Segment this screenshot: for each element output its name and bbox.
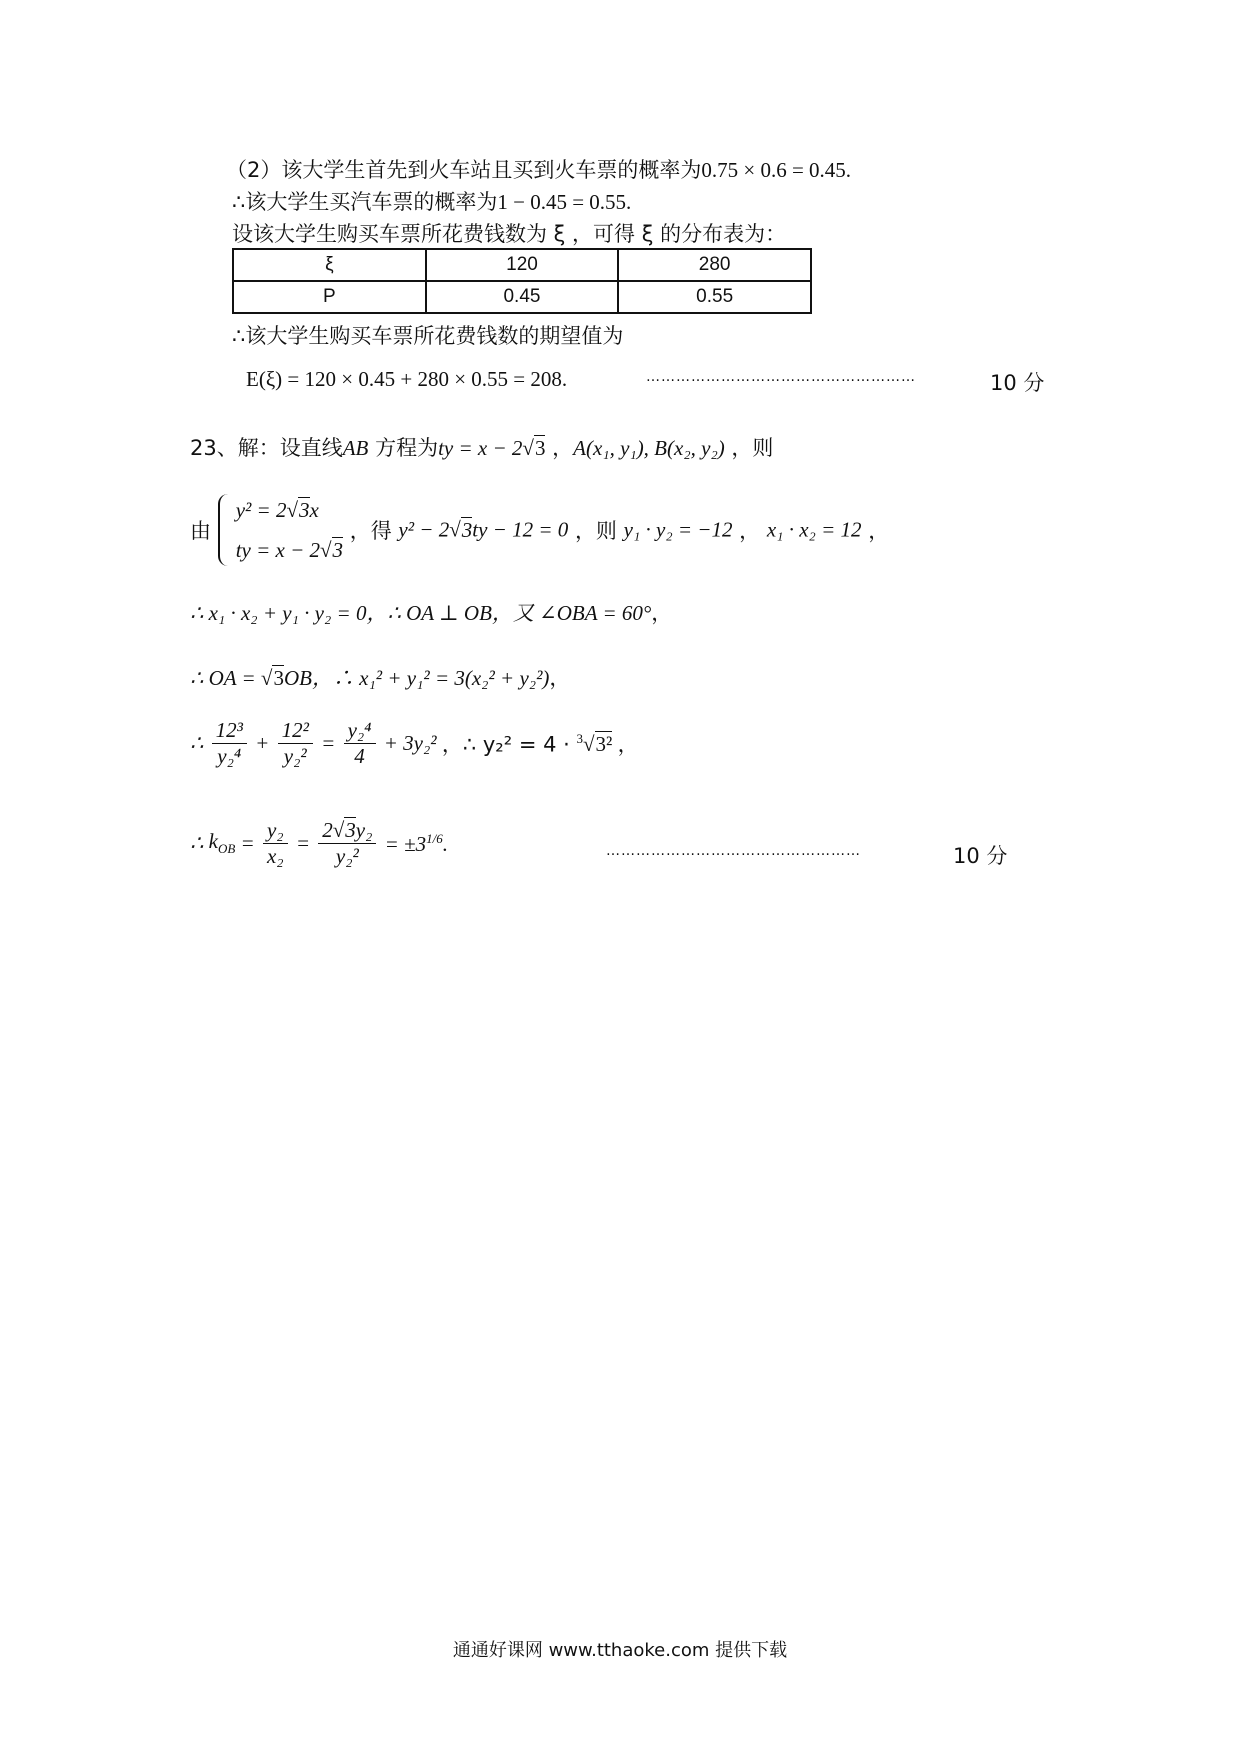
table-cell: 0.45: [426, 281, 619, 313]
step6-f2-num: 2√3y₂: [322, 818, 373, 842]
fraction: [344, 718, 376, 769]
sys-row2-a: ty = x − 2: [235, 538, 321, 562]
step3-d: ，: [651, 601, 673, 625]
score-label: 10 分: [953, 844, 1008, 868]
table-cell: ξ: [233, 249, 426, 281]
q23-ab: AB: [342, 436, 369, 460]
q23-by: 由: [190, 519, 211, 543]
q23-step4: [190, 662, 570, 692]
fraction: [278, 718, 313, 769]
fraction: [318, 818, 376, 869]
step5-sep: ，∴ y₂² = 4 ·: [441, 732, 577, 757]
q23-quad: [398, 517, 568, 542]
step5-f1-num: 12³: [215, 718, 243, 742]
step5-f3-den: 4: [344, 743, 376, 769]
q23-then2: ，则: [574, 519, 617, 543]
sqrt-symbol: √: [522, 436, 534, 460]
part2-line1-text: （2）该大学生首先到火车站且买到火车票的概率为: [226, 158, 702, 182]
q23-line-eq: ty = x − 2: [438, 436, 523, 460]
step3-b: ，∴ OA ⊥ OB: [366, 601, 492, 625]
part2-line2: [232, 186, 631, 216]
sqrt-symbol: √: [286, 498, 299, 522]
page-footer: 通通好课网 www.tthaoke.com 提供下载: [452, 1640, 788, 1661]
step5-plus: +: [255, 731, 270, 755]
step4-b: OB: [283, 666, 312, 690]
step5-root-index: 3: [576, 730, 583, 746]
sys-row2-sqrt: 3: [332, 538, 344, 562]
sqrt-symbol: √: [260, 666, 273, 690]
q23-prod-x: x₁ · x₂ = 12: [766, 517, 862, 542]
q23-line1: [190, 432, 773, 462]
quad-sqrt: 3: [461, 517, 473, 542]
q23-step6: [190, 818, 448, 869]
table-row: [233, 281, 811, 313]
system-row: [236, 490, 343, 530]
sys-row1-b: x: [309, 498, 319, 522]
step4-sqrt: 3: [273, 666, 284, 690]
step3-c: ，又 ∠OBA = 60°: [491, 601, 652, 625]
step6-result: = $\pm 3^{1/6}$.: [384, 830, 448, 856]
step5-end: ，: [617, 732, 639, 757]
step5-f3-num: y₂⁴: [347, 718, 372, 742]
system-row: [236, 530, 343, 570]
quad-b: ty − 12 = 0: [472, 517, 569, 542]
score-dots: ……………………………………………: [606, 843, 861, 859]
step4-a: ∴ OA =: [190, 666, 261, 690]
q23-step5: [190, 718, 639, 769]
q23-mid1: 方程为: [368, 436, 439, 460]
part2-line2-text: ∴该大学生买汽车票的概率为: [232, 190, 498, 214]
q23-comma: ，: [545, 436, 574, 460]
q23-line2: [190, 490, 889, 570]
part2-line3: 设该大学生购买车票所花费钱数为 ξ ，可得 ξ 的分布表为：: [232, 222, 787, 246]
part2-line1: [226, 154, 851, 184]
step6-f1-den: x₂: [263, 843, 288, 869]
cube-root: $^3$√3²: [576, 730, 613, 756]
part2-line1-math: 0.75 × 0.6 = 0.45.: [701, 158, 852, 182]
step5-f2-num: 12²: [281, 718, 309, 742]
part2-line2-math: 1 − 0.45 = 0.55.: [497, 190, 632, 214]
equation-system: [218, 490, 343, 570]
q23-prefix: 23、解：设直线: [190, 436, 343, 460]
step6-eq: =: [240, 831, 255, 855]
q23-get: ，得: [349, 519, 392, 543]
table-cell: P: [233, 281, 426, 313]
step5-f2-den: y₂²: [278, 743, 313, 769]
table-cell: 0.55: [618, 281, 811, 313]
q23-points: A(x₁, y₁), B(x₂, y₂): [573, 436, 725, 460]
q23-tail: ，: [868, 519, 890, 543]
fraction: [263, 818, 288, 869]
sqrt-symbol: √: [320, 538, 332, 562]
step5-f1-den: y₂⁴: [212, 743, 247, 769]
sys-row1-sqrt: 3: [299, 498, 310, 522]
table-row: [233, 249, 811, 281]
distribution-table: [232, 248, 812, 314]
brace-icon: [218, 494, 230, 566]
score-label: 10 分: [990, 371, 1045, 395]
step5-eq: =: [321, 731, 336, 755]
step6-f1-num: y₂: [266, 818, 284, 842]
table-cell: 280: [618, 249, 811, 281]
step5-root-arg: 3²: [595, 731, 613, 756]
step6-k: $k_{OB}$: [208, 829, 236, 857]
fraction: [212, 718, 247, 769]
step6-eq2: =: [295, 831, 311, 855]
q23-step3: [190, 597, 672, 627]
step5-therefore: ∴: [190, 731, 204, 755]
step4-c: ，∴ x₁² + y₁² = 3(x₂² + y₂²): [311, 666, 550, 690]
step3-a: ∴ x₁ · x₂ + y₁ · y₂ = 0: [190, 601, 367, 625]
step6-k-sub: OB: [217, 841, 236, 857]
step6-exp: 1/6: [426, 830, 443, 846]
q23-then: ，则: [724, 436, 774, 460]
q23-line-eq-sqrt: 3: [534, 436, 546, 460]
step6-therefore: ∴: [190, 831, 204, 855]
quad-a: y² − 2: [398, 517, 450, 542]
q23-sep: ，: [739, 519, 761, 543]
expectation-formula: E(ξ) = 120 × 0.45 + 280 × 0.55 = 208.: [246, 367, 568, 391]
step6-f2-den: y₂²: [318, 843, 376, 869]
step4-d: ，: [549, 666, 571, 690]
sys-row1-a: y² = 2: [235, 498, 287, 522]
part2-line4: ∴该大学生购买车票所花费钱数的期望值为: [232, 324, 624, 348]
q23-prod-y: y₁ · y₂ = −12: [623, 517, 733, 542]
step5-rest: + 3y₂²: [383, 731, 437, 755]
score-dots: ………………………………………………: [646, 369, 916, 385]
table-cell: 120: [426, 249, 619, 281]
sqrt-symbol: √: [449, 517, 461, 542]
